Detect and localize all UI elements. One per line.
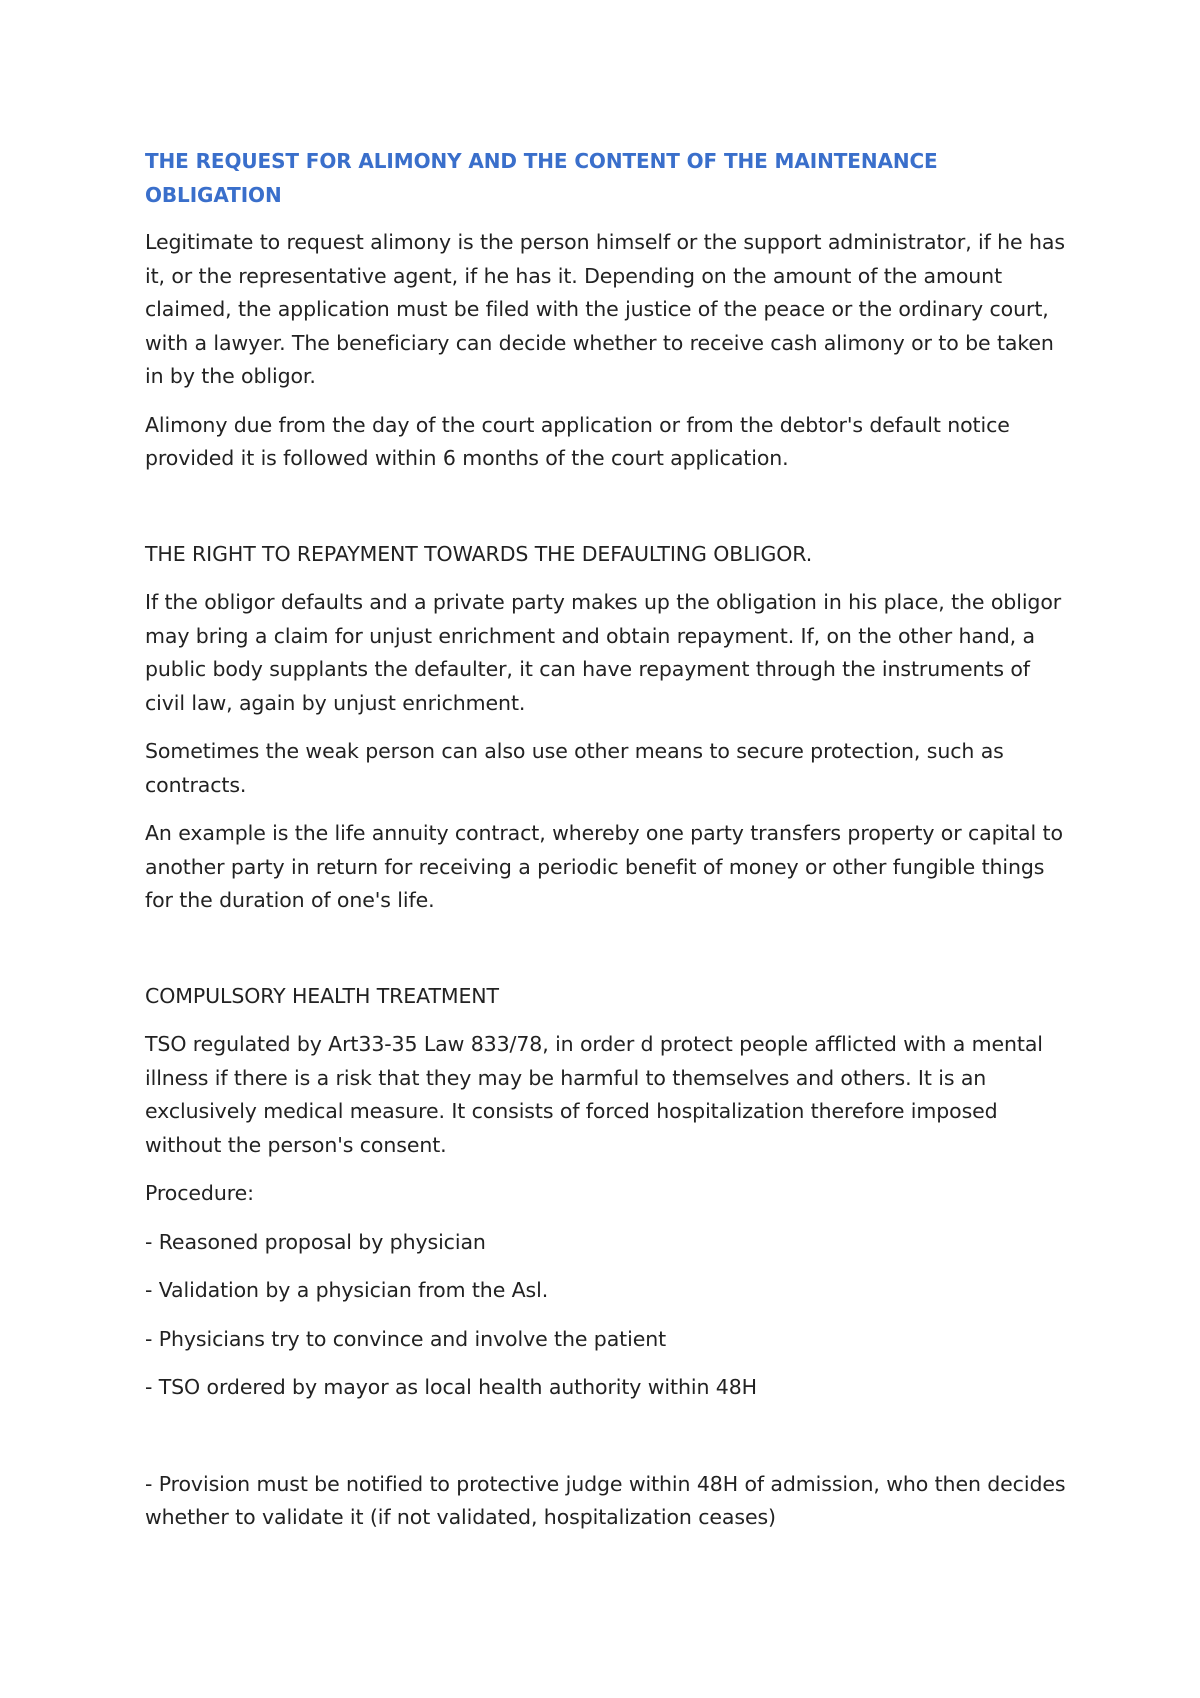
list-item: - Provision must be notified to protective judge within 48H of admission, who then decides whether to validate it (if not validated, hospitalization ceases) [145,1471,1066,1529]
paragraph: Legitimate to request alimony is the person himself or the support administrator, if he has it, or the representative agent, if he has it. Depending on the amount of the amount claimed, the application must be filed with the justice of the peace or the ordinary court, with a lawyer. The beneficiary can decide whether to receive cash alimony or to be taken in by the obligor. [145,230,1065,388]
section-spacer [145,933,1070,980]
section-spacer [145,491,1070,538]
list-item: - TSO ordered by mayor as local health authority within 48H [145,1375,757,1399]
document-body [145,145,1070,1550]
paragraph: Sometimes the weak person can also use other means to secure protection, such as contracts. [145,739,1004,797]
paragraph: If the obligor defaults and a private party makes up the obligation in his place, the obligor may bring a claim for unjust enrichment and obtain repayment. If, on the other hand, a public body supplants the defaulter, it can have repayment through the instruments of civil law, again by unjust enrichment. [145,590,1062,715]
paragraph: Alimony due from the day of the court application or from the debtor's default notice provided it is followed within 6 months of the court application. [145,412,1010,470]
section-heading-alimony: THE REQUEST FOR ALIMONY AND THE CONTENT OF THE MAINTENANCE OBLIGATION [145,149,938,207]
list-spacer [145,1420,1070,1468]
section-heading-repayment: THE RIGHT TO REPAYMENT TOWARDS THE DEFAULTING OBLIGOR. [145,541,813,566]
list-item: - Reasoned proposal by physician [145,1229,486,1254]
paragraph: An example is the life annuity contract, whereby one party transfers property or capital to another party in return for receiving a periodic benefit of money or other fungible things for the duration of one's life. [145,821,1063,912]
procedure-label: Procedure: [145,1181,254,1205]
paragraph: TSO regulated by Art33-35 Law 833/78, in order d protect people afflicted with a mental illness if there is a risk that they may be harmful to themselves and others. It is an exclusively medical measure. It consists of forced hospitalization therefore imposed without the person's consent. [145,1032,1043,1157]
list-item: - Physicians try to convince and involve the patient [145,1326,667,1351]
list-item: - Validation by a physician from the Asl. [145,1278,549,1302]
section-heading-health-treatment: COMPULSORY HEALTH TREATMENT [145,983,499,1008]
